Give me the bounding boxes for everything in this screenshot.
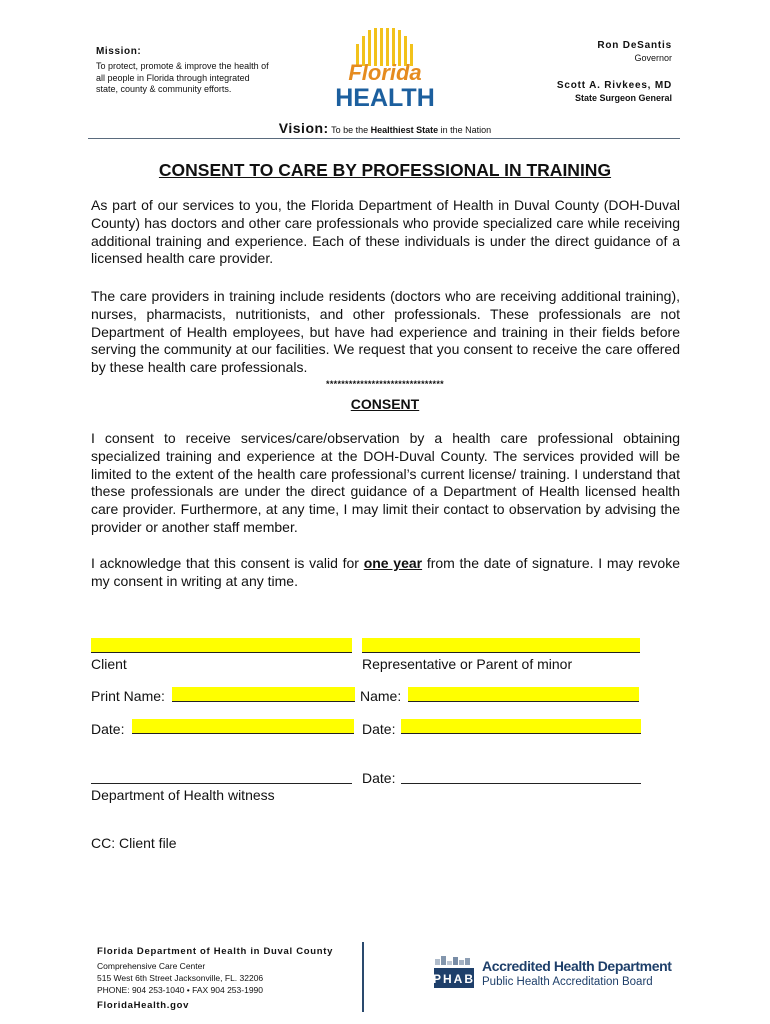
mission-heading: Mission:: [96, 46, 142, 57]
florida-health-logo: [334, 28, 436, 110]
svg-text:PHAB: PHAB: [433, 972, 475, 986]
page-title: CONSENT TO CARE BY PROFESSIONAL IN TRAINING: [158, 160, 612, 180]
validity-pre: I acknowledge that this consent is valid for: [91, 555, 359, 571]
surgeon-general-name: Scott A. Rivkees, MD: [556, 80, 672, 91]
footer-address: 515 West 6th Street Jacksonville, FL. 32206: [97, 973, 264, 983]
client-label: Client: [91, 656, 127, 672]
governor-title: Governor: [634, 53, 672, 63]
phab-title: Accredited Health Department: [482, 958, 672, 974]
phab-icon: [433, 955, 475, 990]
vision-pre: To be the: [331, 125, 369, 135]
svg-text:Florida: Florida: [348, 60, 422, 85]
providers-paragraph: The care providers in training include residents (doctors who are receiving additional training), nurses, pharmacists, nutritionists, and other professionals. These professionals are not Department of Health employees, but have had experience and training in their fields before serving the community at our facilities. We request that you consent to receive the care offered by these health care professionals.: [91, 288, 680, 376]
governor-name: Ron DeSantis: [597, 40, 672, 51]
representative-date-field[interactable]: [401, 719, 641, 734]
phab-subtitle: Public Health Accreditation Board: [482, 976, 653, 988]
client-date-label: Date:: [91, 721, 125, 737]
footer-website: FloridaHealth.gov: [97, 1000, 190, 1011]
vision-bold: Healthiest State: [370, 125, 439, 135]
print-name-label: Print Name:: [91, 688, 165, 704]
validity-paragraph: [91, 555, 680, 591]
consent-paragraph: I consent to receive services/care/observation by a health care professional obtaining specialized training and experience at the DOH-Duval County. The services provided will be limited to the extent of the health care professional’s current license/ training. I understand that these professionals are under the direct guidance of a Department of Health licensed health care provider. Furthermore, at any time, I may limit their contact to observation by advising the provider or another staff member.: [91, 430, 680, 535]
witness-date-label: Date:: [362, 770, 396, 786]
representative-date-label: Date:: [362, 721, 396, 737]
vision-statement: [0, 120, 770, 136]
name-label: Name:: [360, 688, 402, 704]
mission-text: To protect, promote & improve the health of all people in Florida through integrated state, county & community efforts.: [96, 61, 269, 94]
representative-name-field[interactable]: [408, 687, 639, 702]
validity-post: from the date of signature. I may revoke my consent in writing at any time.: [91, 555, 681, 589]
footer-org: Florida Department of Health in Duval County: [97, 946, 334, 957]
separator: *******************************: [326, 379, 444, 389]
sun-icon: [334, 28, 436, 110]
cc-note: CC: Client file: [91, 835, 177, 851]
witness-signature-line[interactable]: [91, 782, 352, 784]
consent-heading: CONSENT: [350, 396, 420, 412]
header-divider: [88, 138, 680, 139]
print-name-field[interactable]: [172, 687, 355, 702]
intro-paragraph: As part of our services to you, the Florida Department of Health in Duval County (DOH-Duval County) has doctors and other care professionals who provide specialized care while receiving additional training and experience. Each of these individuals is under the direct guidance of a licensed health care provider.: [91, 197, 680, 267]
footer-divider: [362, 942, 364, 1012]
svg-text:HEALTH: HEALTH: [335, 84, 435, 110]
representative-label: Representative or Parent of minor: [362, 656, 573, 672]
representative-signature-field[interactable]: [362, 638, 640, 653]
client-signature-field[interactable]: [91, 638, 352, 653]
footer-phone: PHONE: 904 253-1040 • FAX 904 253-1990: [97, 985, 264, 995]
phab-logo: [433, 955, 475, 990]
client-date-field[interactable]: [132, 719, 354, 734]
validity-emphasis: one year: [363, 555, 423, 571]
witness-label: Department of Health witness: [91, 787, 275, 803]
vision-post: in the Nation: [440, 125, 492, 135]
vision-label: Vision:: [278, 120, 329, 136]
witness-date-line[interactable]: [401, 782, 641, 784]
footer-center: Comprehensive Care Center: [97, 961, 206, 971]
surgeon-general-title: State Surgeon General: [574, 93, 672, 103]
